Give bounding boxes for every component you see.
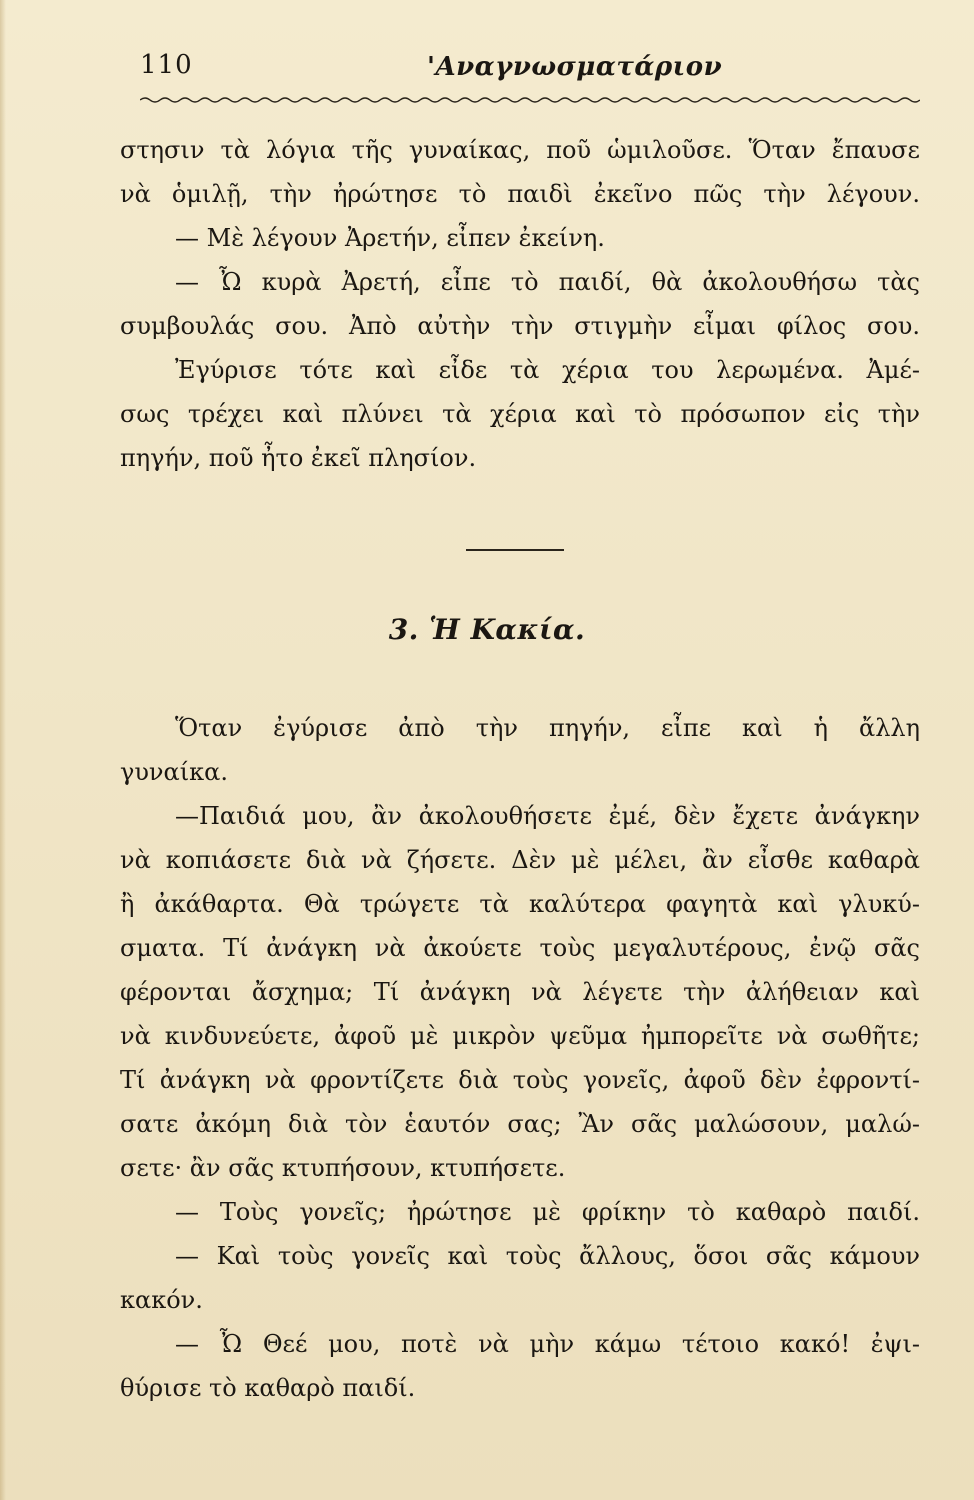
section-title: 3. Ἡ Κακία. [388, 613, 586, 646]
text-line: Ἐγύρισε τότε καὶ εἶδε τὰ χέρια του λερωμένα. Ἀμέ- [175, 356, 920, 384]
text-line: σματα. Τί ἀνάγκη νὰ ἀκούετε τοὺς μεγαλυτέρους, ἐνῷ σᾶς [120, 934, 920, 962]
bottom-text-block [120, 706, 920, 1410]
header-wavy-rule [140, 96, 920, 104]
text-line: —Παιδιά μου, ἂν ἀκολουθήσετε ἐμέ, δὲν ἔχετε ἀνάγκην [175, 802, 920, 830]
text-line: — Ὦ κυρὰ Ἀρετή, εἶπε τὸ παιδί, θὰ ἀκολουθήσω τὰς [175, 268, 920, 296]
section-divider [466, 549, 564, 551]
text-line: συμβουλάς σου. Ἀπὸ αὐτὴν τὴν στιγμὴν εἶμαι φίλος σου. [120, 312, 920, 340]
text-line: — Τοὺς γονεῖς; ἠρώτησε μὲ φρίκην τὸ καθαρὸ παιδί. [175, 1198, 920, 1226]
text-line: σως τρέχει καὶ πλύνει τὰ χέρια καὶ τὸ πρόσωπον εἰς τὴν [120, 400, 920, 428]
text-line: φέρονται ἄσχημα; Τί ἀνάγκη νὰ λέγετε τὴν ἀλήθειαν καὶ [120, 978, 920, 1006]
text-line: Τί ἀνάγκη νὰ φροντίζετε διὰ τοὺς γονεῖς, ἀφοῦ δὲν ἐφροντί- [120, 1066, 920, 1094]
text-line: Ὅταν ἐγύρισε ἀπὸ τὴν πηγήν, εἶπε καὶ ἡ ἄλλη [175, 714, 920, 742]
text-line: κακόν. [120, 1286, 203, 1314]
text-line: πηγήν, ποῦ ἦτο ἐκεῖ πλησίον. [120, 444, 477, 472]
top-text-block [120, 128, 920, 480]
page-number: 110 [140, 50, 193, 80]
text-line: — Ὦ Θεέ μου, ποτὲ νὰ μὴν κάμω τέτοιο κακό! ἐψι- [175, 1330, 920, 1358]
text-line: νὰ κινδυνεύετε, ἀφοῦ μὲ μικρὸν ψεῦμα ἠμπορεῖτε νὰ σωθῆτε; [120, 1022, 920, 1050]
text-line: γυναίκα. [120, 758, 228, 786]
text-line: σετε· ἂν σᾶς κτυπήσουν, κτυπήσετε. [120, 1154, 566, 1182]
text-line: — Καὶ τοὺς γονεῖς καὶ τοὺς ἄλλους, ὅσοι σᾶς κάμουν [175, 1242, 920, 1270]
running-title: 'Αναγνωσματάριον [427, 52, 723, 82]
text-line: — Μὲ λέγουν Ἀρετήν, εἶπεν ἐκείνη. [175, 224, 605, 252]
text-line: νὰ ὁμιλῇ, τὴν ἠρώτησε τὸ παιδὶ ἐκεῖνο πῶς τὴν λέγουν. [120, 180, 920, 208]
text-line: σατε ἀκόμη διὰ τὸν ἑαυτόν σας; Ἂν σᾶς μαλώσουν, μαλώ- [120, 1110, 920, 1138]
text-line: νὰ κοπιάσετε διὰ νὰ ζήσετε. Δὲν μὲ μέλει, ἂν εἶσθε καθαρὰ [120, 846, 920, 874]
text-line: στησιν τὰ λόγια τῆς γυναίκας, ποῦ ὡμιλοῦσε. Ὅταν ἔπαυσε [120, 136, 920, 164]
page-edge-stain [0, 0, 6, 1500]
text-line: θύρισε τὸ καθαρὸ παιδί. [120, 1374, 416, 1402]
page-header [140, 50, 920, 100]
text-line: ἢ ἀκάθαρτα. Θὰ τρώγετε τὰ καλύτερα φαγητὰ καὶ γλυκύ- [120, 890, 920, 918]
